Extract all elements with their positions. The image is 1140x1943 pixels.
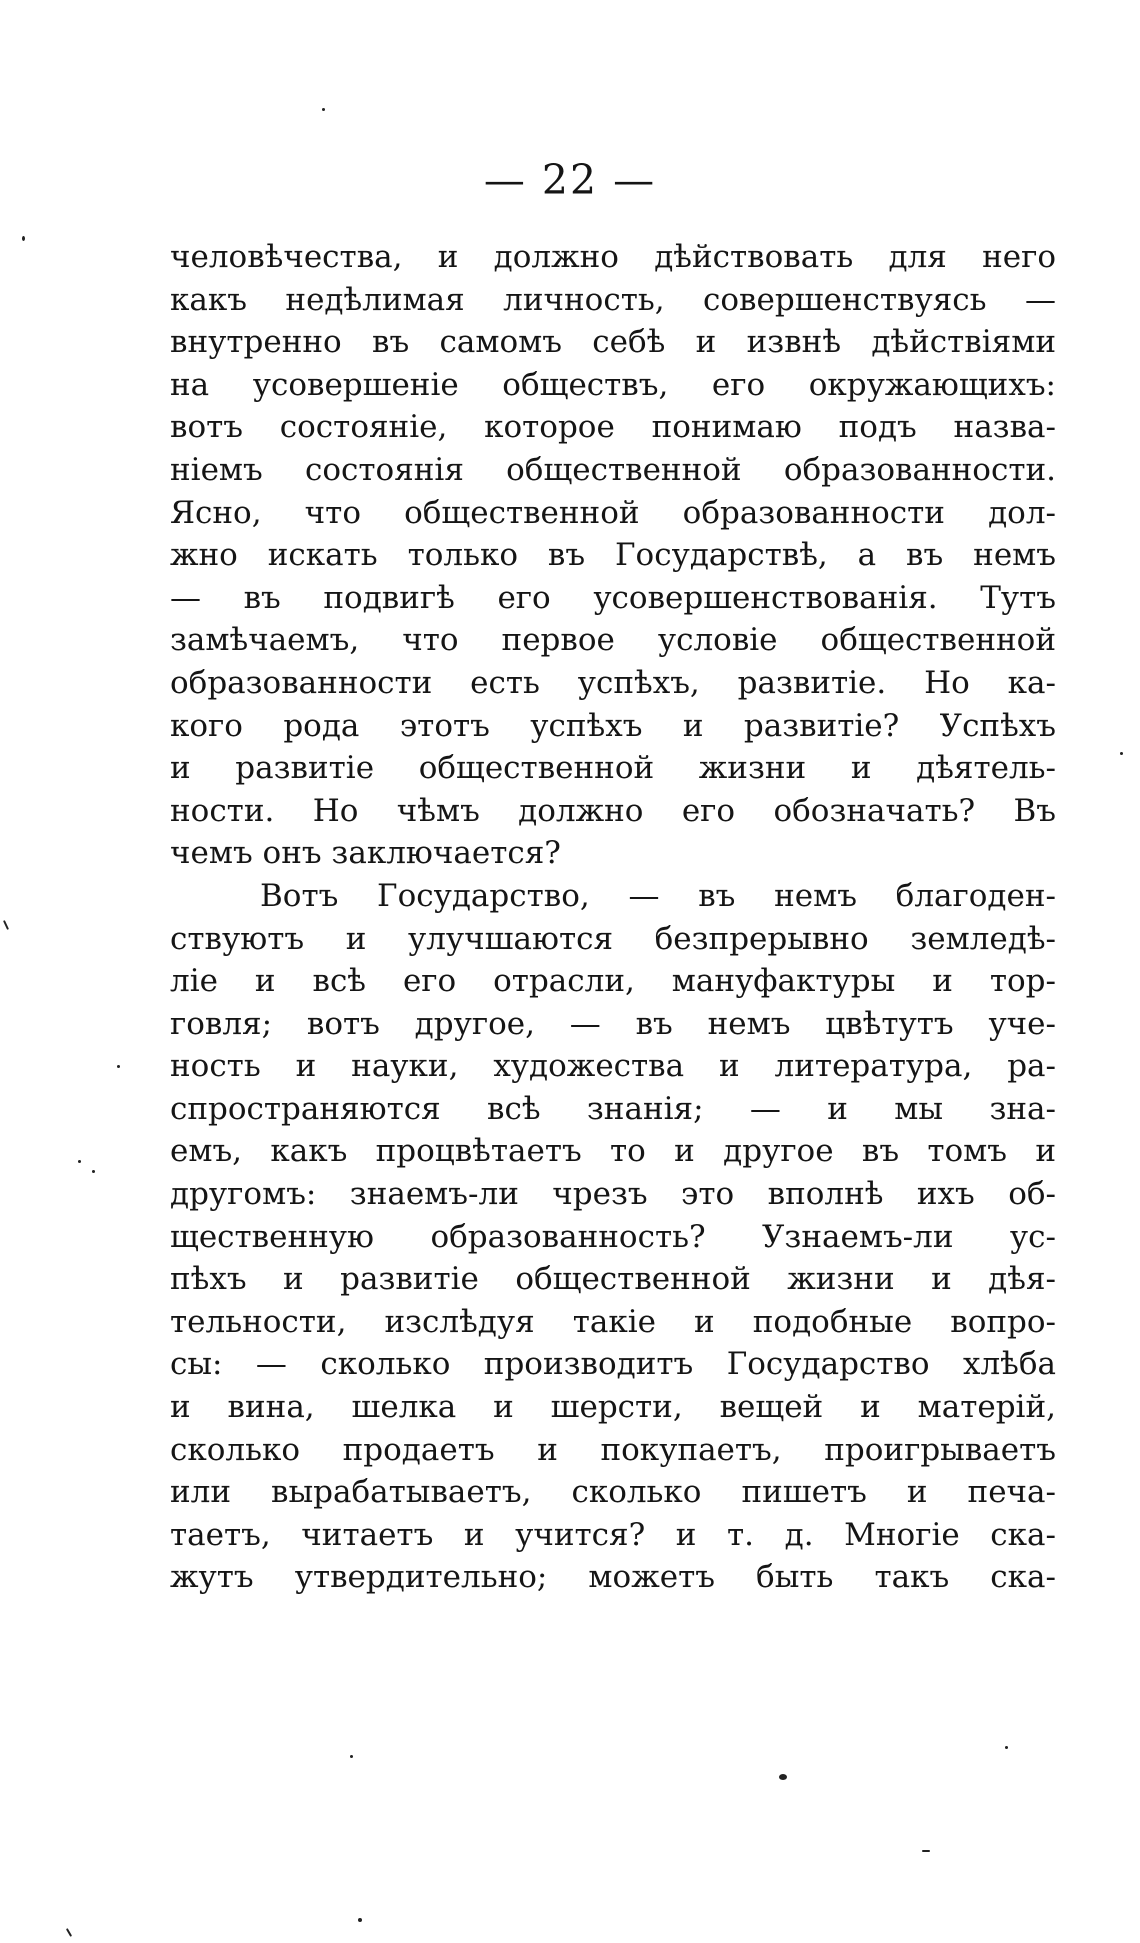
paragraph-end-line: чемъ онъ заключается? bbox=[170, 835, 561, 872]
scan-speck bbox=[92, 1170, 95, 1173]
text-line: человѣчества, и должно дѣйствовать для него bbox=[170, 239, 1056, 275]
scan-speck bbox=[1120, 752, 1123, 755]
text-line: и вина, шелка и шерсти, вещей и матерій, bbox=[170, 1389, 1056, 1426]
scan-speck bbox=[22, 236, 25, 241]
text-line: ности. Но чѣмъ должно его обозначать? Въ bbox=[170, 792, 1056, 829]
text-line: сы: — сколько производитъ Государство хлѣба bbox=[170, 1346, 1056, 1383]
page-number: — 22 — bbox=[483, 156, 657, 204]
scan-speck bbox=[117, 1065, 120, 1068]
text-line: тельности, изслѣдуя такіе и подобные вопро- bbox=[170, 1303, 1056, 1340]
scan-speck bbox=[350, 1755, 353, 1758]
scan-speck bbox=[922, 1850, 930, 1852]
text-line: Ясно, что общественной образованности дол- bbox=[170, 494, 1056, 531]
text-line: ліе и всѣ его отрасли, мануфактуры и тор- bbox=[170, 963, 1056, 1000]
text-line: емъ, какъ процвѣтаетъ то и другое въ томъ и bbox=[170, 1133, 1056, 1170]
body-text bbox=[170, 236, 1056, 1599]
text-line: или вырабатываетъ, сколько пишетъ и печа- bbox=[170, 1474, 1056, 1511]
text-line: ніемъ состоянія общественной образованности. bbox=[170, 451, 1056, 488]
paragraph-start-line: Вотъ Государство, — въ немъ благоден- bbox=[260, 877, 1056, 914]
text-line: пѣхъ и развитіе общественной жизни и дѣя- bbox=[170, 1261, 1056, 1298]
text-line: ность и науки, художества и литература, ра- bbox=[170, 1048, 1056, 1085]
text-line: жутъ утвердительно; можетъ быть такъ ска- bbox=[170, 1559, 1056, 1596]
text-line: вотъ состояніе, которое понимаю подъ назва- bbox=[170, 409, 1056, 446]
text-line: внутренно въ самомъ себѣ и извнѣ дѣйствіями bbox=[170, 324, 1056, 361]
text-line: и развитіе общественной жизни и дѣятель- bbox=[170, 750, 1056, 787]
text-line: говля; вотъ другое, — въ немъ цвѣтутъ уче- bbox=[170, 1005, 1056, 1042]
text-line: на усовершеніе обществъ, его окружающихъ: bbox=[170, 366, 1056, 403]
text-line: таетъ, читаетъ и учится? и т. д. Многіе ска- bbox=[170, 1516, 1056, 1553]
scan-speck bbox=[78, 1160, 81, 1163]
scan-speck bbox=[322, 108, 325, 111]
text-line: ствуютъ и улучшаются безпрерывно земледѣ- bbox=[170, 920, 1056, 957]
scan-speck bbox=[1005, 1746, 1008, 1749]
text-line: какъ недѣлимая личность, совершенствуясь — bbox=[170, 281, 1056, 318]
text-line: другомъ: знаемъ-ли чрезъ это вполнѣ ихъ об- bbox=[170, 1176, 1056, 1213]
scan-speck bbox=[3, 920, 9, 930]
scan-speck bbox=[358, 1918, 362, 1922]
text-line: сколько продаетъ и покупаетъ, проигрываетъ bbox=[170, 1431, 1056, 1468]
text-line: замѣчаемъ, что первое условіе общественной bbox=[170, 622, 1056, 659]
text-line: спространяются всѣ знанія; — и мы зна- bbox=[170, 1090, 1056, 1127]
text-line: кого рода этотъ успѣхъ и развитіе? Успѣхъ bbox=[170, 707, 1056, 744]
text-line: образованности есть успѣхъ, развитіе. Но ка- bbox=[170, 664, 1056, 701]
text-line: — въ подвигѣ его усовершенствованія. Тутъ bbox=[170, 579, 1056, 616]
text-line: щественную образованность? Узнаемъ-ли ус- bbox=[170, 1218, 1056, 1255]
text-line: жно искать только въ Государствѣ, а въ немъ bbox=[170, 537, 1056, 574]
scan-speck bbox=[779, 1774, 787, 1780]
scan-speck bbox=[66, 1928, 72, 1937]
